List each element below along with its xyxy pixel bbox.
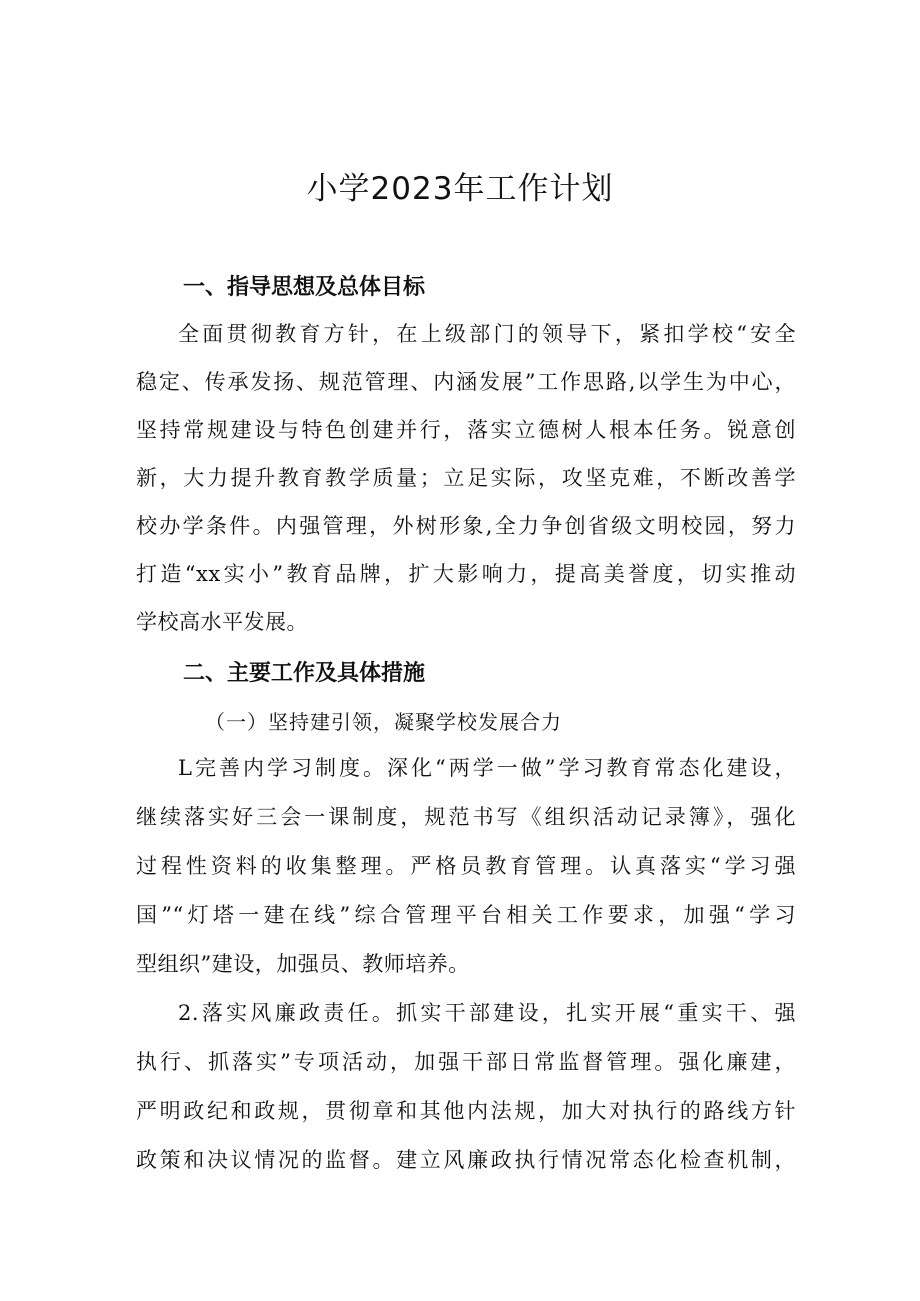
paragraph-line: 严明政纪和政规，贯彻章和其他内法规，加大对执行的路线方针 — [136, 1099, 796, 1123]
paragraph-line: 新，大力提升教育教学质量；立足实际，攻坚克难，不断改善学 — [136, 466, 796, 490]
paragraph-line: 稳定、传承发扬、规范管理、内涵发展”工作思路,以学生为中心， — [136, 370, 796, 394]
paragraph-line: 执行、抓落实”专项活动，加强干部日常监督管理。强化廉建， — [136, 1050, 796, 1074]
paragraph-line: 继续落实好三会一课制度，规范书写《组织活动记录簿》，强化 — [136, 805, 796, 829]
paragraph-line: 2.落实风廉政责任。抓实干部建设，扎实开展“重实干、强 — [178, 1001, 796, 1025]
document-title: 小学2023年工作计划 — [306, 171, 614, 207]
paragraph-line: 打造“xx实小”教育品牌，扩大影响力，提高美誉度，切实推动 — [136, 562, 796, 586]
section-heading-2: 二、主要工作及具体措施 — [183, 661, 426, 686]
paragraph-line: L完善内学习制度。深化“两学一做”学习教育常态化建设， — [178, 756, 796, 780]
paragraph-line: 过程性资料的收集整理。严格员教育管理。认真落实“学习强 — [136, 854, 796, 878]
paragraph-line: 全面贯彻教育方针，在上级部门的领导下，紧扣学校“安全 — [178, 322, 796, 346]
section-heading-1: 一、指导思想及总体目标 — [183, 275, 426, 300]
subsection-heading: （一）坚持建引领，凝聚学校发展合力 — [205, 710, 562, 734]
paragraph-line: 政策和决议情况的监督。建立风廉政执行情况常态化检查机制， — [136, 1148, 796, 1172]
paragraph-line: 校办学条件。内强管理，外树形象,全力争创省级文明校园，努力 — [136, 514, 796, 538]
paragraph-line: 坚持常规建设与特色创建并行，落实立德树人根本任务。锐意创 — [136, 418, 796, 442]
paragraph-line: 型组织”建设，加强员、教师培养。 — [136, 952, 470, 976]
paragraph-line: 国”“灯塔一建在线”综合管理平台相关工作要求，加强“学习 — [136, 903, 796, 927]
paragraph-line: 学校高水平发展。 — [136, 610, 308, 634]
